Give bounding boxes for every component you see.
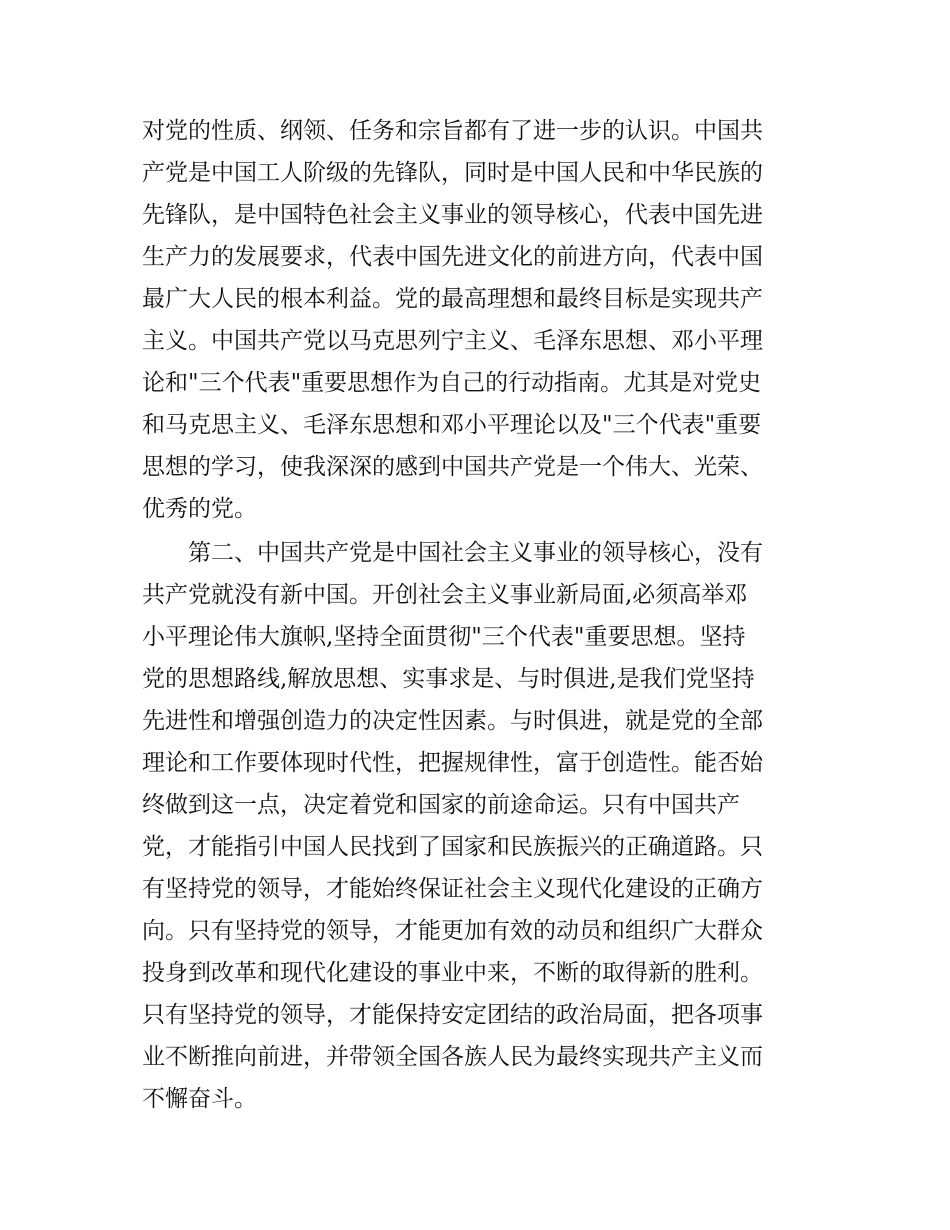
text-line: 主义。中国共产党以马克思列宁主义、毛泽东思想、邓小平理 bbox=[142, 328, 763, 354]
text-line: 小平理论伟大旗帜,坚持全面贯彻"三个代表"重要思想。坚持 bbox=[142, 624, 746, 650]
text-line: 理论和工作要体现时代性，把握规律性，富于创造性。能否始 bbox=[142, 750, 763, 776]
text-line: 党的思想路线,解放思想、实事求是、与时俱进,是我们党坚持 bbox=[142, 666, 755, 692]
text-line: 有坚持党的领导，才能始终保证社会主义现代化建设的正确方 bbox=[142, 876, 763, 902]
paragraph-2 bbox=[142, 532, 822, 1120]
text-line: 终做到这一点，决定着党和国家的前途命运。只有中国共产 bbox=[142, 792, 740, 818]
text-line: 不懈奋斗。 bbox=[142, 1086, 257, 1112]
text-line: 向。只有坚持党的领导，才能更加有效的动员和组织广大群众 bbox=[142, 918, 763, 944]
paragraph-1 bbox=[142, 110, 822, 530]
text-line: 党，才能指引中国人民找到了国家和民族振兴的正确道路。只 bbox=[142, 834, 763, 860]
text-line: 投身到改革和现代化建设的事业中来，不断的取得新的胜利。 bbox=[142, 960, 763, 986]
text-line: 优秀的党。 bbox=[142, 496, 257, 522]
text-line: 生产力的发展要求，代表中国先进文化的前进方向，代表中国 bbox=[142, 244, 763, 270]
text-line: 业不断推向前进，并带领全国各族人民为最终实现共产主义而 bbox=[142, 1044, 763, 1070]
body-text bbox=[142, 110, 822, 1120]
text-line: 最广大人民的根本利益。党的最高理想和最终目标是实现共产 bbox=[142, 286, 763, 312]
text-line: 共产党就没有新中国。开创社会主义事业新局面,必须高举邓 bbox=[142, 582, 748, 608]
text-line: 思想的学习，使我深深的感到中国共产党是一个伟大、光荣、 bbox=[142, 454, 763, 480]
text-line: 对党的性质、纲领、任务和宗旨都有了进一步的认识。中国共 bbox=[142, 118, 763, 144]
text-line: 产党是中国工人阶级的先锋队，同时是中国人民和中华民族的 bbox=[142, 160, 763, 186]
text-line: 第二、中国共产党是中国社会主义事业的领导核心，没有 bbox=[142, 540, 763, 566]
text-line: 论和"三个代表"重要思想作为自己的行动指南。尤其是对党史 bbox=[142, 370, 762, 396]
text-line: 和马克思主义、毛泽东思想和邓小平理论以及"三个代表"重要 bbox=[142, 412, 762, 438]
text-line: 只有坚持党的领导，才能保持安定团结的政治局面，把各项事 bbox=[142, 1002, 763, 1028]
text-line: 先锋队，是中国特色社会主义事业的领导核心，代表中国先进 bbox=[142, 202, 763, 228]
text-line: 先进性和增强创造力的决定性因素。与时俱进，就是党的全部 bbox=[142, 708, 763, 734]
